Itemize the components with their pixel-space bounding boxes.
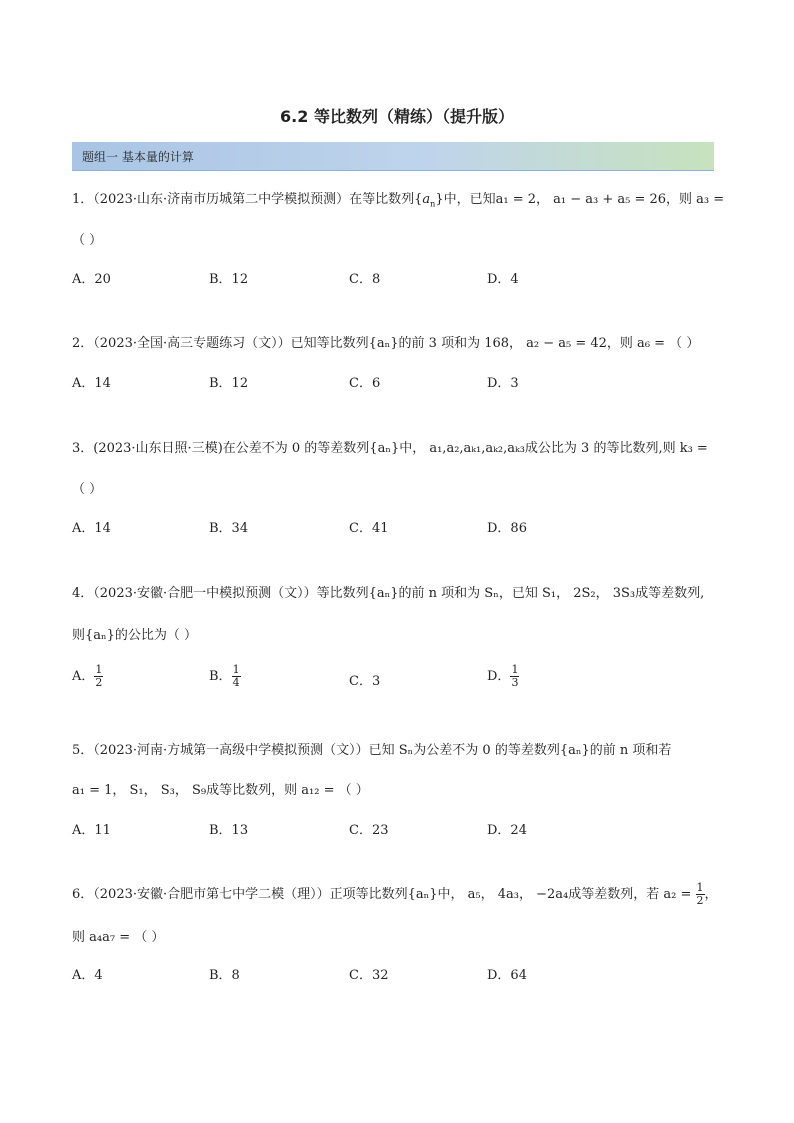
option-c[interactable]: C．6 (349, 376, 381, 391)
question-2-text: 2．（2023·全国·高三专题练习（文））已知等比数列{aₙ}的前 3 项和为 168， a₂ − a₅ = 42，则 a₆ = （ ） (72, 336, 700, 351)
option-c[interactable]: C．41 (349, 521, 389, 536)
option-a[interactable]: A．11 (72, 823, 111, 838)
question-5-line2: a₁ = 1， S₁， S₃， S₉成等比数列，则 a₁₂ = （ ） (72, 783, 369, 798)
option-b[interactable]: B．12 (209, 272, 249, 287)
question-5-text: 5．（2023·河南·方城第一高级中学模拟预测（文））已知 Sₙ为公差不为 0 的等差数列{aₙ}的前 n 项和若 (72, 743, 672, 758)
fraction: $\frac{1}{2}$ (95, 663, 103, 689)
question-4 (72, 584, 722, 643)
option-c[interactable]: C．8 (349, 272, 381, 287)
option-c[interactable]: C．23 (349, 823, 389, 838)
question-4-options (72, 664, 722, 694)
question-1-blank: （ ） (72, 233, 103, 248)
question-6-text: 6．（2023·安徽·合肥市第七中学二模（理））正项等比数列{aₙ}中， a₅， 4a₃， −2a₄成等差数列，若 a₂ = $\frac{1}{2}$ ， (72, 881, 718, 907)
option-d[interactable]: D．86 (487, 521, 527, 536)
section-header (72, 142, 714, 171)
question-3-blank: （ ） (72, 482, 103, 497)
question-5 (72, 741, 722, 798)
question-6 (72, 881, 722, 945)
page-title: 6.2 等比数列（精练）（提升版） (280, 107, 514, 126)
option-b[interactable]: B．13 (209, 823, 249, 838)
option-d[interactable]: D． $\frac{1}{3}$ (487, 663, 519, 689)
option-a[interactable]: A．4 (72, 968, 103, 983)
fraction: $\frac{1}{4}$ (232, 663, 240, 689)
question-3-options (72, 517, 722, 541)
question-1 (72, 190, 725, 248)
question-2-options (72, 372, 722, 396)
question-4-text: 4．（2023·安徽·合肥一中模拟预测（文））等比数列{aₙ}的前 n 项和为 Sₙ，已知 S₁， 2S₂， 3S₃成等差数列, (72, 586, 705, 601)
option-a[interactable]: A． $\frac{1}{2}$ (72, 663, 103, 689)
option-a[interactable]: A．20 (72, 272, 111, 287)
fraction: $\frac{1}{2}$ (696, 881, 704, 907)
question-1-options (72, 268, 722, 292)
option-b[interactable]: B．8 (209, 968, 240, 983)
option-a[interactable]: A．14 (72, 521, 111, 536)
option-d[interactable]: D．64 (487, 968, 527, 983)
option-d[interactable]: D．4 (487, 272, 519, 287)
question-6-options (72, 964, 722, 988)
section-title: 题组一 基本量的计算 (82, 150, 194, 164)
question-1-text: 1．（2023·山东·济南市历城第二中学模拟预测）在等比数列$\{a_n\}$中，已知a₁ = 2， a₁ − a₃ + a₅ = 26，则 a₃ = (72, 192, 725, 209)
option-b[interactable]: B．34 (209, 521, 249, 536)
question-4-line2: 则{aₙ}的公比为（ ） (72, 628, 198, 643)
option-c[interactable]: C．3 (349, 674, 381, 689)
question-2 (72, 334, 722, 354)
option-a[interactable]: A．14 (72, 376, 111, 391)
question-5-options (72, 819, 722, 843)
option-b[interactable]: B． $\frac{1}{4}$ (209, 663, 240, 689)
option-c[interactable]: C．32 (349, 968, 389, 983)
option-d[interactable]: D．24 (487, 823, 527, 838)
question-3-text: 3．(2023·山东日照·三模)在公差不为 0 的等差数列{aₙ}中， a₁,a₂,aₖ₁,aₖ₂,aₖ₃成公比为 3 的等比数列,则 k₃ = (72, 441, 708, 456)
option-d[interactable]: D．3 (487, 376, 519, 391)
fraction: $\frac{1}{3}$ (511, 663, 519, 689)
option-b[interactable]: B．12 (209, 376, 249, 391)
question-6-line2: 则 a₄a₇ = （ ） (72, 930, 165, 945)
question-3 (72, 439, 722, 497)
